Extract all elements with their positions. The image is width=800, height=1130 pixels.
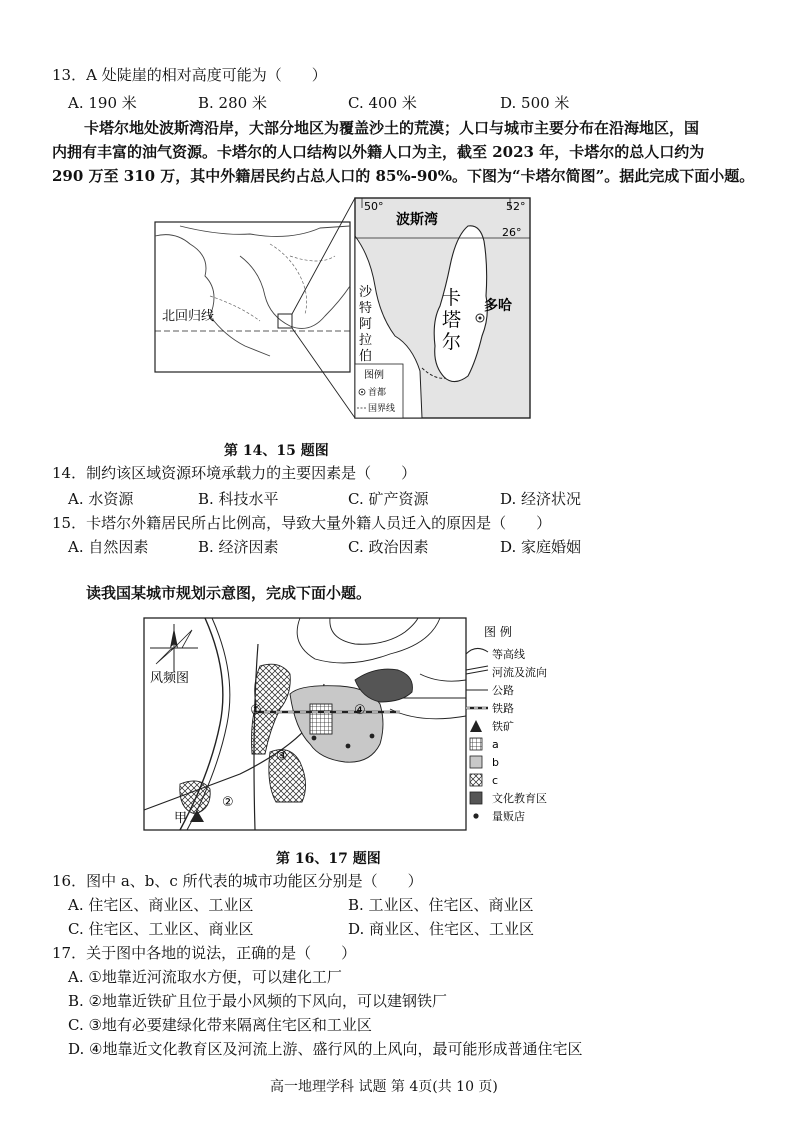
store-dot xyxy=(312,736,317,741)
q14-stem: 14．制约该区域资源环境承载力的主要因素是（ ） xyxy=(52,464,417,482)
q17-option-c: C. ③地有必要建绿化带来隔离住宅区和工业区 xyxy=(68,1016,372,1034)
legend-a: a xyxy=(492,738,499,751)
legend-culture: 文化教育区 xyxy=(492,792,547,805)
site-jia-label: 甲 xyxy=(174,811,188,826)
region-map-frame xyxy=(155,222,350,372)
q16-option-a: A. 住宅区、商业区、工业区 xyxy=(68,896,254,914)
marker-4: ④ xyxy=(354,703,366,718)
city-plan-map xyxy=(140,614,560,838)
legend-capital-label: 首都 xyxy=(368,388,387,398)
q16-option-c: C. 住宅区、工业区、商业区 xyxy=(68,920,254,938)
q17-option-b: B. ②地靠近铁矿且位于最小风频的下风向，可以建钢铁厂 xyxy=(68,992,448,1010)
legend-culture-icon xyxy=(470,792,482,804)
passage-line: 卡塔尔地处波斯湾沿岸，大部分地区为覆盖沙土的荒漠；人口与城市主要分布在沿海地区，国 xyxy=(84,119,700,137)
legend-store: 量贩店 xyxy=(492,810,525,823)
qatar-label-3: 尔 xyxy=(442,331,462,353)
map2-caption: 第 16、17 题图 xyxy=(276,851,381,867)
legend-title: 图例 xyxy=(364,370,384,381)
q13-stem: 13．A 处陡崖的相对高度可能为（ ） xyxy=(52,66,327,84)
legend-c: c xyxy=(492,774,499,787)
legend-title: 图 例 xyxy=(484,625,512,639)
lon-52-label: 52° xyxy=(506,200,526,213)
lat-26-label: 26° xyxy=(502,226,522,239)
zone-a xyxy=(310,704,332,734)
legend-iron-mine: 铁矿 xyxy=(492,720,514,733)
qatar-label-2: 塔 xyxy=(442,309,462,331)
map1-caption: 第 14、15 题图 xyxy=(224,443,329,459)
q15-option-c: C. 政治因素 xyxy=(348,538,429,556)
tropic-label: 北回归线 xyxy=(162,309,215,324)
q13-option-b: B. 280 米 xyxy=(198,94,267,112)
q14-option-d: D. 经济状况 xyxy=(500,490,582,508)
legend-b: b xyxy=(492,756,499,769)
q15-option-a: A. 自然因素 xyxy=(68,538,149,556)
saudi-label-1: 沙 xyxy=(359,285,373,300)
capital-label: 多哈 xyxy=(484,298,512,314)
passage-line: 290 万至 310 万，其中外籍居民约占总人口的 85%-90%。下图为“卡塔尔简图”。据此完成下面小题。 xyxy=(52,167,755,185)
saudi-label-4: 拉 xyxy=(359,333,373,348)
store-dot xyxy=(370,734,375,739)
passage-qatar xyxy=(52,116,755,188)
legend-river-icon xyxy=(466,666,488,674)
legend-c-icon xyxy=(470,774,482,786)
legend-iron-mine-icon xyxy=(470,720,482,732)
q14-option-c: C. 矿产资源 xyxy=(348,490,429,508)
legend-road: 公路 xyxy=(492,684,514,697)
marker-1: ① xyxy=(250,703,262,718)
passage-line: 内拥有丰富的油气资源。卡塔尔的人口结构以外籍人口为主，截至 2023 年，卡塔尔的总人口约为 xyxy=(52,143,705,161)
legend-a-icon xyxy=(470,738,482,750)
q13-option-a: A. 190 米 xyxy=(68,94,137,112)
passage-city: 读我国某城市规划示意图，完成下面小题。 xyxy=(86,584,372,602)
legend-store-icon xyxy=(473,813,478,818)
store-dot xyxy=(346,744,351,749)
qatar-map xyxy=(150,196,540,422)
legend-contour-icon xyxy=(466,648,488,654)
legend-contour: 等高线 xyxy=(492,648,525,661)
q14-option-a: A. 水资源 xyxy=(68,490,134,508)
qatar-label-1: 卡 xyxy=(442,287,462,309)
saudi-label-2: 特 xyxy=(359,301,373,316)
q13-option-c: C. 400 米 xyxy=(348,94,417,112)
q17-option-d: D. ④地靠近文化教育区及河流上游、盛行风的上风向，最可能形成普通住宅区 xyxy=(68,1040,583,1058)
saudi-label-3: 阿 xyxy=(359,317,373,332)
page-footer: 高一地理学科 试题 第 4页(共 10 页) xyxy=(270,1079,498,1095)
legend-railway: 铁路 xyxy=(492,702,514,715)
q17-stem: 17．关于图中各地的说法，正确的是（ ） xyxy=(52,944,357,962)
city-legend xyxy=(466,624,547,823)
q17-option-a: A. ①地靠近河流取水方便，可以建化工厂 xyxy=(68,968,342,986)
q15-option-b: B. 经济因素 xyxy=(198,538,279,556)
saudi-label-5: 伯 xyxy=(359,349,373,364)
gulf-label: 波斯湾 xyxy=(396,212,438,228)
legend-border-label: 国界线 xyxy=(368,404,396,414)
wind-rose-label: 风频图 xyxy=(150,671,190,686)
q13-option-d: D. 500 米 xyxy=(500,94,570,112)
marker-2: ② xyxy=(222,795,234,810)
lon-50-label: 50° xyxy=(364,200,384,213)
legend-river: 河流及流向 xyxy=(492,666,547,679)
q14-option-b: B. 科技水平 xyxy=(198,490,279,508)
marker-3: ③ xyxy=(276,749,288,764)
legend-b-icon xyxy=(470,756,482,768)
q15-option-d: D. 家庭婚姻 xyxy=(500,538,582,556)
q16-option-b: B. 工业区、住宅区、商业区 xyxy=(348,896,534,914)
q16-option-d: D. 商业区、住宅区、工业区 xyxy=(348,920,535,938)
q16-stem: 16．图中 a、b、c 所代表的城市功能区分别是（ ） xyxy=(52,872,423,890)
q15-stem: 15．卡塔尔外籍居民所占比例高，导致大量外籍人员迁入的原因是（ ） xyxy=(52,514,552,532)
